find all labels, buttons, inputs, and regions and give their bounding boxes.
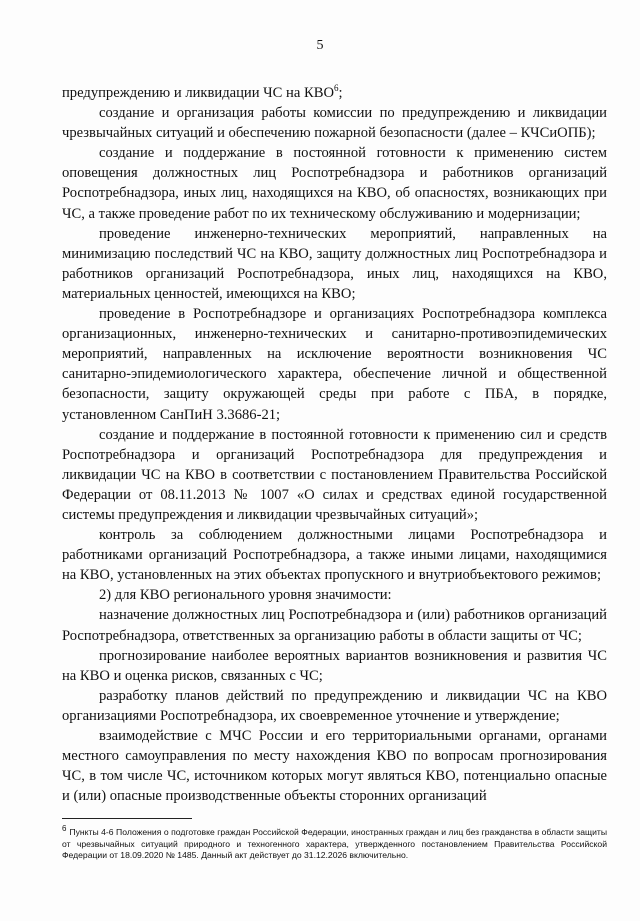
- document-body: [62, 83, 607, 806]
- footnote: [62, 824, 607, 862]
- paragraph-1-text: предупреждению и ликвидации ЧС на КВО: [62, 85, 334, 101]
- footnote-text: Пункты 4-6 Положения о подготовке граждан Российской Федерации, иностранных граждан и лиц без гражданства в области защиты от чрезвычайных ситуаций природного и техногенного характера, утвержденного постановлением Правительства Российской Федерации от 18.09.2020 № 1485. Данный акт действует до 31.12.2026 включительно.: [62, 827, 607, 861]
- paragraph-1-tail: ;: [338, 85, 343, 101]
- paragraph-4: проведение инженерно-технических мероприятий, направленных на минимизацию последствий ЧС на КВО, защиту должностных лиц Роспотребнадзора и работников организаций Роспотребнадзора, иных лиц, находящихся на КВО, материальных ценностей, имеющихся на КВО;: [62, 225, 607, 302]
- paragraph-9: назначение должностных лиц Роспотребнадзора и (или) работников организаций Роспотребнадзора, ответственных за организацию работы в области защиты от ЧС;: [62, 607, 607, 644]
- paragraph-5: проведение в Роспотребнадзоре и организациях Роспотребнадзора комплекса организационных, инженерно-технических и санитарно-противоэпидемических мероприятий, направленных на исключение вероятности возникновения ЧС санитарно-эпидемиологического характера, обеспечение личной и общественной безопасности, защиту окружающей среды при работе с ПБА, в порядке, установленном СанПиН 3.3686-21;: [62, 306, 607, 423]
- footnote-reference[interactable]: 6: [334, 83, 339, 94]
- paragraph-2: создание и организация работы комиссии по предупреждению и ликвидации чрезвычайных ситуаций и обеспечению пожарной безопасности (далее – КЧСиОПБ);: [62, 105, 607, 142]
- footnote-mark: 6: [62, 824, 67, 834]
- paragraph-10: прогнозирование наиболее вероятных вариантов возникновения и развития ЧС на КВО и оценка рисков, связанных с ЧС;: [62, 647, 607, 684]
- paragraph-8-subheading: 2) для КВО регионального уровня значимости:: [99, 587, 392, 604]
- paragraph-3: создание и поддержание в постоянной готовности к применению систем оповещения должностных лиц Роспотребнадзора и работников организаций Роспотребнадзора, иных лиц, находящихся на КВО, об опасностях, возникающих при ЧС, а также проведение работ по их техническому обслуживанию и модернизации;: [62, 145, 607, 222]
- page-number: 5: [316, 38, 324, 53]
- footnote-divider: [62, 818, 192, 819]
- paragraph-6: создание и поддержание в постоянной готовности к применению сил и средств Роспотребнадзора и организаций Роспотребнадзора для предупреждения и ликвидации ЧС на КВО в соответствии с постановлением Правительства Российской Федерации от 08.11.2013 № 1007 «О силах и средствах единой государственной системы предупреждения и ликвидации чрезвычайных ситуаций»;: [62, 426, 607, 523]
- paragraph-7: контроль за соблюдением должностными лицами Роспотребнадзора и работниками организаций Роспотребнадзора, а также иными лицами, находящимися на КВО, установленных на этих объектах пропускного и внутриобъектового режимов;: [62, 527, 607, 584]
- paragraph-1: [62, 83, 607, 103]
- paragraph-11: разработку планов действий по предупреждению и ликвидации ЧС на КВО организациями Роспотребнадзора, их своевременное уточнение и утверждение;: [62, 687, 607, 724]
- paragraph-12: взаимодействие с МЧС России и его территориальными органами, органами местного самоуправления по месту нахождения КВО по вопросам прогнозирования ЧС, в том числе ЧС, источником которых могут являться КВО, потенциально опасные и (или) опасные производственные объекты сторонних организаций: [62, 728, 607, 805]
